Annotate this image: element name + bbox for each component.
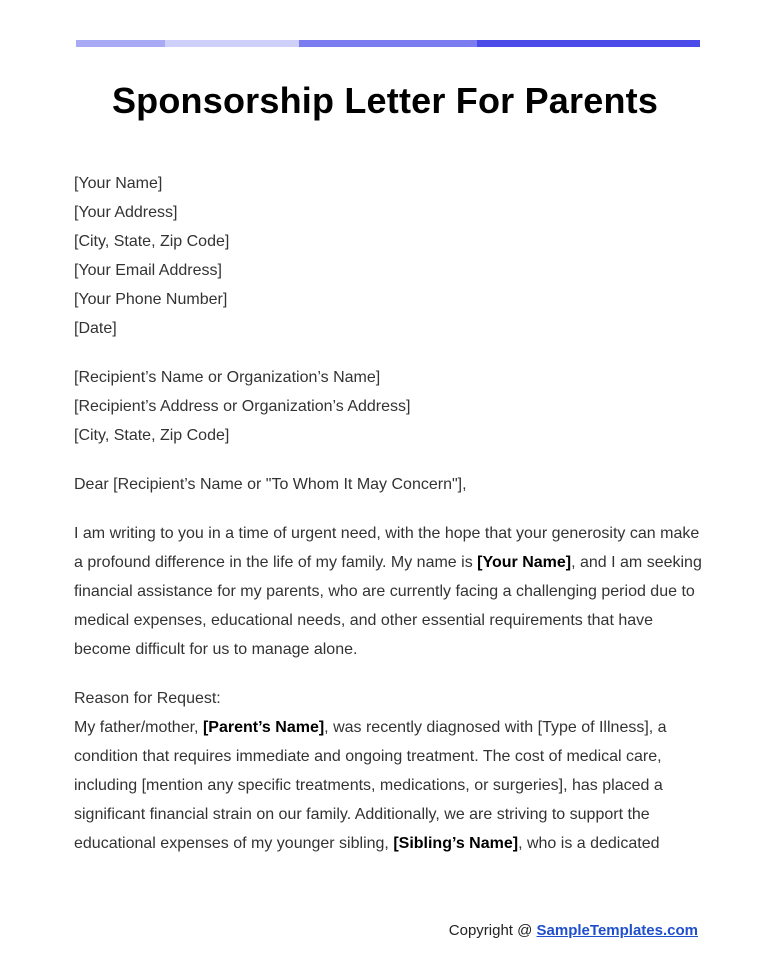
sender-block bbox=[74, 169, 704, 343]
sender-city: [City, State, Zip Code] bbox=[74, 233, 230, 250]
reason-text-3: , who is a dedicated bbox=[518, 835, 660, 852]
bar-segment-2 bbox=[165, 40, 299, 47]
recipient-city: [City, State, Zip Code] bbox=[74, 427, 230, 444]
reason-parent-name: [Parent’s Name] bbox=[202, 719, 325, 736]
recipient-address: [Recipient’s Address or Organization’s Address] bbox=[74, 398, 411, 415]
sender-address: [Your Address] bbox=[74, 204, 178, 221]
bar-segment-4 bbox=[477, 40, 700, 47]
letter-date: [Date] bbox=[74, 320, 117, 337]
recipient-name: [Recipient’s Name or Organization’s Name] bbox=[74, 369, 381, 386]
intro-text-1: I am writing to you in a time of urgent need, with the hope that your generosity can make a profound difference in the life of my family. My name is bbox=[74, 525, 700, 571]
copyright-footer bbox=[449, 922, 698, 939]
decorative-top-bar bbox=[76, 40, 700, 47]
page-title: Sponsorship Letter For Parents bbox=[111, 80, 659, 121]
intro-text-2: , and I am seeking financial assistance for my parents, who are currently facing a challenging period due to medical expenses, educational needs, and other essential requirements that have become difficult for us to manage alone. bbox=[74, 554, 702, 658]
reason-heading: Reason for Request: bbox=[74, 690, 221, 707]
bar-segment-1 bbox=[76, 40, 165, 47]
sender-name: [Your Name] bbox=[74, 175, 163, 192]
reason-text-1: My father/mother, bbox=[74, 719, 203, 736]
intro-your-name: [Your Name] bbox=[477, 554, 572, 571]
sender-phone: [Your Phone Number] bbox=[74, 291, 228, 308]
salutation: Dear [Recipient’s Name or "To Whom It May Concern"], bbox=[74, 476, 467, 493]
intro-paragraph bbox=[74, 519, 704, 664]
recipient-block bbox=[74, 363, 704, 450]
reason-sibling-name: [Sibling’s Name] bbox=[393, 835, 519, 852]
letter-body bbox=[74, 169, 704, 878]
bar-segment-3 bbox=[299, 40, 477, 47]
reason-text-2: , was recently diagnosed with [Type of Illness], a condition that requires immediate and ongoing treatment. The cost of medical care, including [mention any specific treatments, medications, or surgeries], has placed a significant financial strain on our family. Additionally, we are striving to support the educational expenses of my younger sibling, bbox=[74, 719, 667, 852]
copyright-prefix: Copyright @ bbox=[448, 922, 537, 939]
reason-paragraph bbox=[74, 684, 704, 858]
sender-email: [Your Email Address] bbox=[74, 262, 222, 279]
sampletemplates-link[interactable]: SampleTemplates.com bbox=[536, 922, 698, 939]
